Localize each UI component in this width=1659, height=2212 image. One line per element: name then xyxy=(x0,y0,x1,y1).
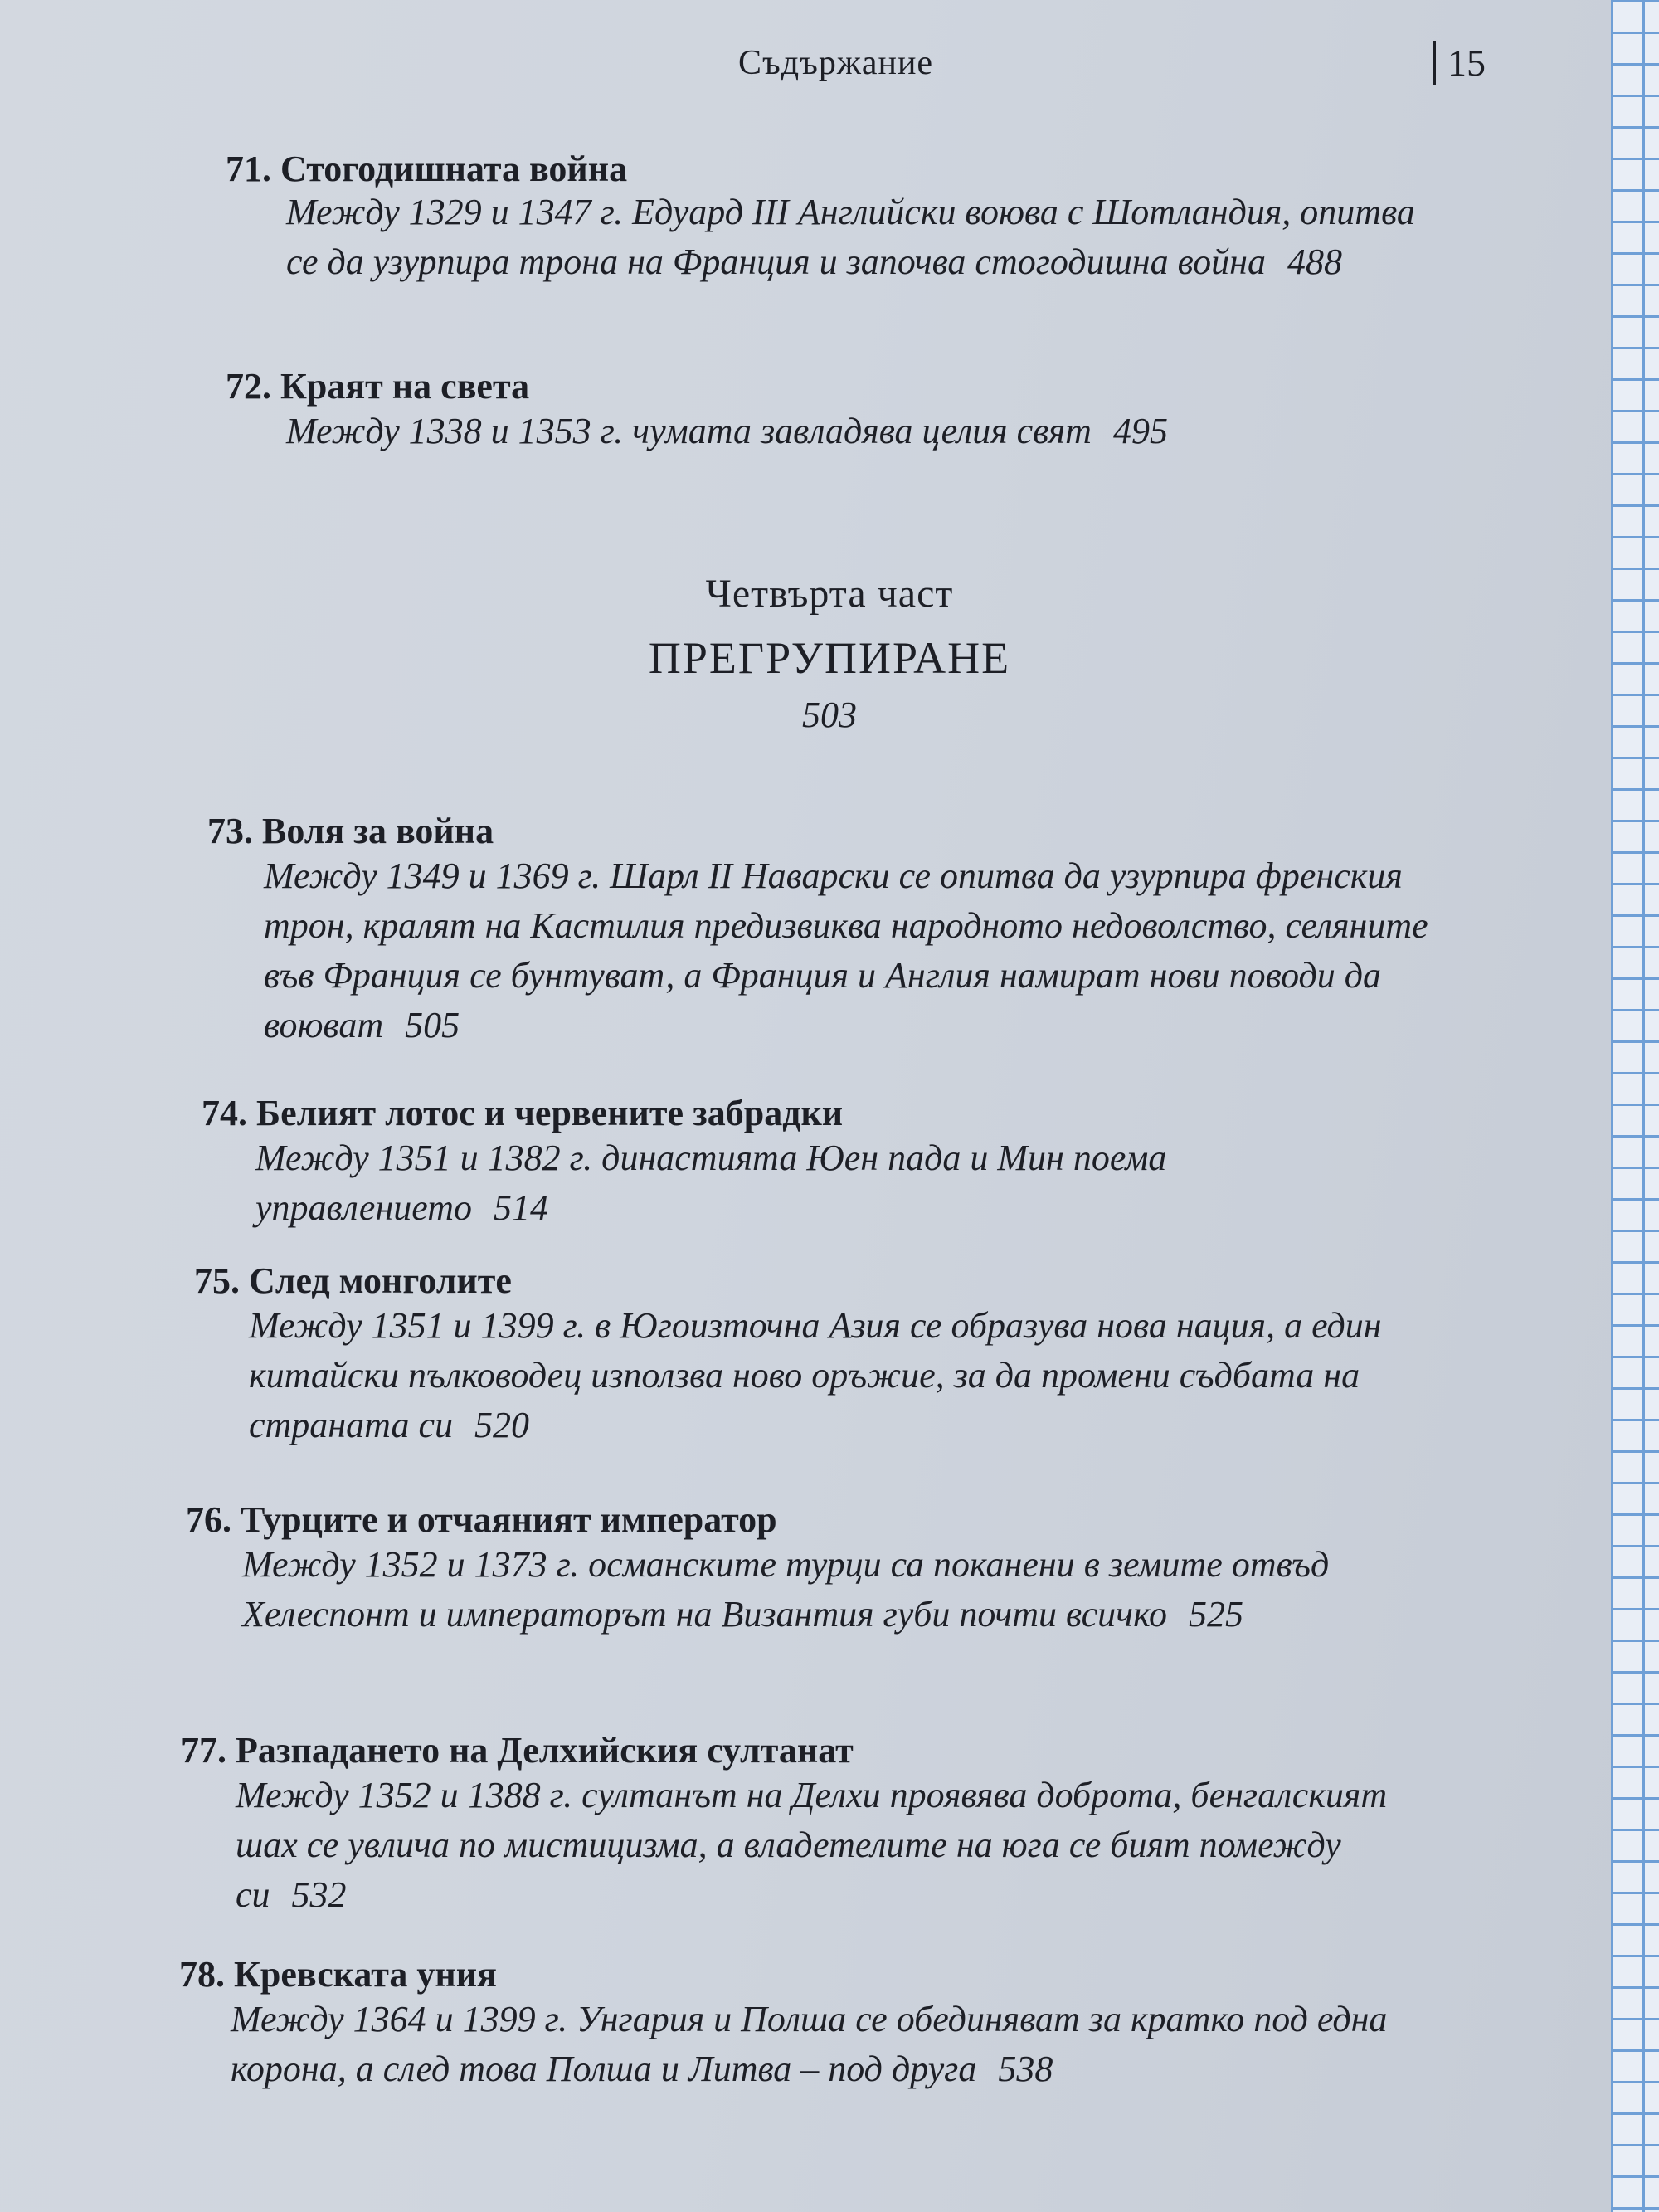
entry-page-71: 488 xyxy=(1287,241,1342,282)
entry-page-73: 505 xyxy=(405,1005,460,1045)
part-title: ПРЕГРУПИРАНЕ xyxy=(648,633,1011,683)
running-head: Съдържание xyxy=(738,44,934,82)
entry-text-76: Между 1352 и 1373 г. османските турци са поканени в земите отвъд Хелеспонт и императорът на Византия губи почти всичко xyxy=(242,1544,1330,1635)
entry-description-71 xyxy=(286,188,1456,287)
entry-title-78: 78. Кревската уния xyxy=(179,1954,497,1995)
entry-text-73: Между 1349 и 1369 г. Шарл II Наварски се опитва да узурпира френския трон, кралят на Кастилия предизвиква народното недоволство, селяните във Франция се бунтуват, а Франция и Англия намират нови поводи да воюват xyxy=(264,855,1428,1045)
entry-title-76: 76. Турците и отчаяният император xyxy=(186,1499,777,1540)
entry-page-78: 538 xyxy=(998,2049,1053,2089)
entry-text-71: Между 1329 и 1347 г. Едуард III Английски воюва с Шотландия, опитва се да узурпира трона на Франция и започва стогодишна война xyxy=(286,192,1415,282)
entry-description-72 xyxy=(286,407,1464,456)
entry-text-72: Между 1338 и 1353 г. чумата завладява целия свят xyxy=(286,411,1092,451)
entry-title-72: 72. Краят на света xyxy=(226,366,530,407)
entry-page-75: 520 xyxy=(474,1405,529,1445)
entry-title-74: 74. Белият лотос и червените забрадки xyxy=(202,1093,844,1133)
entry-description-78 xyxy=(231,1995,1433,2094)
entry-description-74 xyxy=(255,1133,1367,1233)
entry-text-77: Между 1352 и 1388 г. султанът на Делхи проявява доброта, бенгалският шах се увлича по мистицизма, а владетелите на юга се бият помежду си xyxy=(236,1775,1388,1915)
entry-description-76 xyxy=(242,1540,1420,1640)
entry-description-77 xyxy=(236,1771,1422,1920)
entry-page-72: 495 xyxy=(1112,411,1168,451)
entry-description-75 xyxy=(249,1301,1443,1450)
entry-title-75: 75. След монголите xyxy=(194,1260,512,1301)
entry-title-71: 71. Стогодишната война xyxy=(226,149,628,189)
entry-page-74: 514 xyxy=(494,1187,548,1228)
entry-text-74: Между 1351 и 1382 г. династията Юен пада и Мин поема управлението xyxy=(255,1138,1167,1228)
entry-text-75: Между 1351 и 1399 г. в Югоизточна Азия се образува нова нация, а един китайски пълководец използва ново оръжие, за да промени съдбата на страната си xyxy=(249,1305,1382,1445)
entry-title-77: 77. Разпадането на Делхийския султанат xyxy=(181,1730,854,1771)
entry-page-77: 532 xyxy=(291,1874,347,1915)
page-number: 15 xyxy=(1433,41,1486,85)
entry-text-78: Между 1364 и 1399 г. Унгария и Полша се обединяват за кратко под една корона, а след това Полша и Литва – под друга xyxy=(231,1999,1388,2089)
entry-description-73 xyxy=(264,851,1442,1050)
part-page: 503 xyxy=(802,694,857,735)
grid-paper-strip xyxy=(1611,0,1659,2212)
entry-page-76: 525 xyxy=(1189,1594,1243,1635)
part-label: Четвърта част xyxy=(705,572,954,616)
entry-title-73: 73. Воля за война xyxy=(207,811,494,851)
